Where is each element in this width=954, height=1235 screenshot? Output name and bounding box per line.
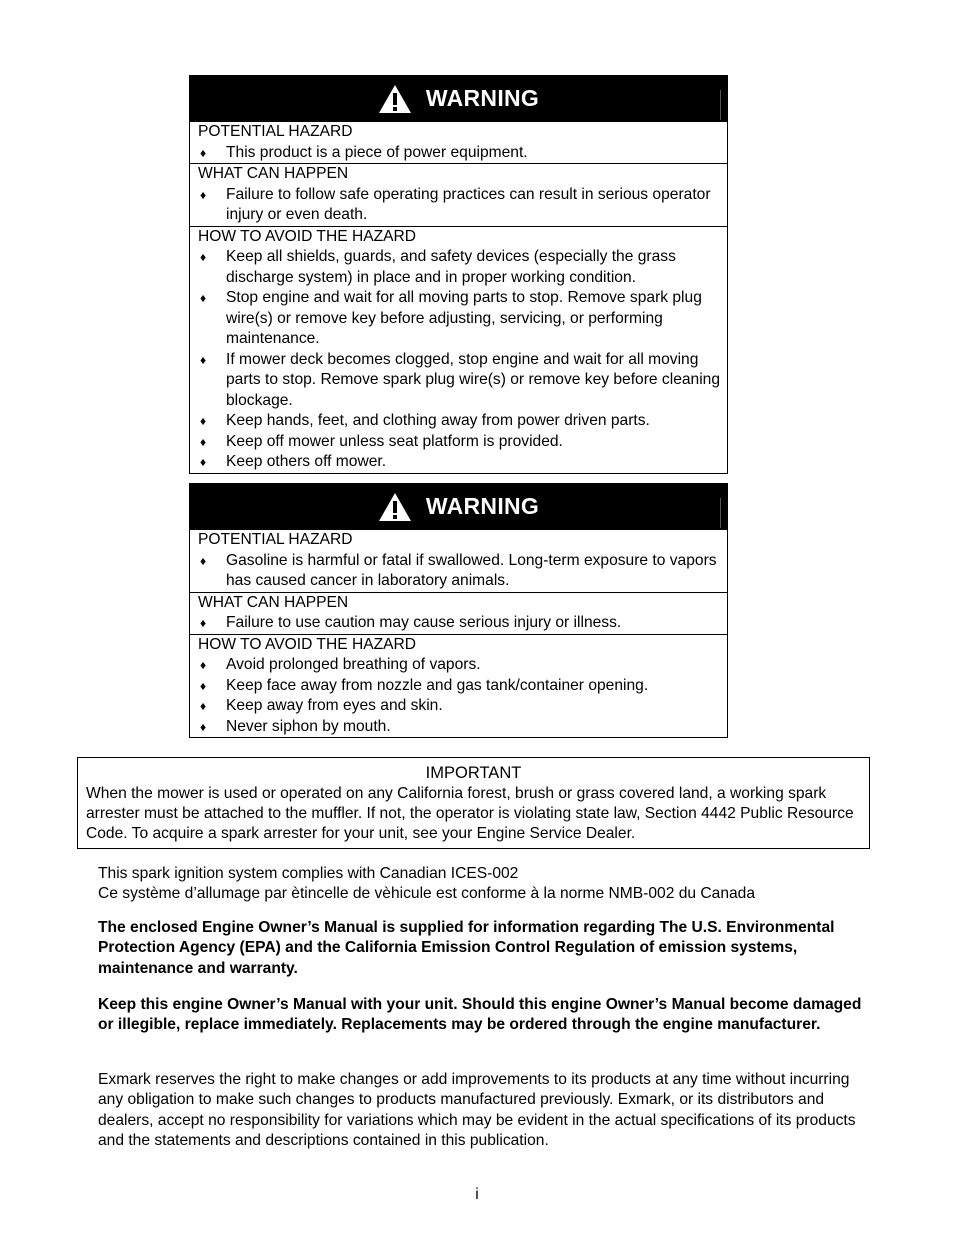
section-title: HOW TO AVOID THE HAZARD bbox=[198, 635, 417, 653]
how-to-avoid-section bbox=[190, 226, 727, 473]
bullet-text: Stop engine and wait for all moving parts to stop. Remove spark plug wire(s) or remove key before adjusting, servicing, or performing maintenance. bbox=[226, 289, 702, 347]
diamond-bullet-icon: ♦ bbox=[200, 455, 207, 469]
bullet-list bbox=[198, 247, 721, 473]
bullet-text: Keep all shields, guards, and safety devices (especially the grass discharge system) in place and in proper working condition. bbox=[226, 248, 676, 286]
potential-hazard-section bbox=[190, 121, 727, 163]
bullet-list bbox=[198, 551, 721, 592]
diamond-bullet-icon: ♦ bbox=[200, 352, 207, 367]
bullet-text: Never siphon by mouth. bbox=[226, 717, 391, 735]
bullet-text: This product is a piece of power equipment. bbox=[226, 143, 528, 161]
warning-box-gasoline bbox=[189, 483, 728, 738]
bullet-text: Keep face away from nozzle and gas tank/container opening. bbox=[226, 676, 649, 694]
important-notice-box bbox=[77, 757, 870, 849]
diamond-bullet-icon: ♦ bbox=[200, 187, 207, 202]
bullet-item bbox=[198, 143, 721, 164]
section-title: POTENTIAL HAZARD bbox=[198, 531, 353, 548]
bullet-text: Gasoline is harmful or fatal if swallowed. Long-term exposure to vapors has caused cancer in laboratory animals. bbox=[226, 551, 717, 589]
bullet-item bbox=[198, 411, 721, 432]
diamond-bullet-icon: ♦ bbox=[200, 145, 207, 160]
section-title: WHAT CAN HAPPEN bbox=[198, 165, 349, 182]
bullet-item bbox=[198, 696, 721, 717]
engine-manual-note: The enclosed Engine Owner’s Manual is supplied for information regarding The U.S. Environmental Protection Agency (EPA) and the California Emission Control Regulation of emission systems, maintenance and warranty. bbox=[98, 919, 835, 977]
bullet-text: Avoid prolonged breathing of vapors. bbox=[226, 656, 481, 673]
important-text: When the mower is used or operated on any California forest, brush or grass covered land, a working spark arrester must be attached to the muffler. If not, the operator is violating state law, Section 4442 Public Resource Code. To acquire a spark arrester for your unit, see your Engine Service Dealer. bbox=[86, 785, 854, 842]
what-can-happen-section bbox=[190, 592, 727, 634]
diamond-bullet-icon: ♦ bbox=[200, 250, 207, 264]
warning-title: WARNING bbox=[425, 493, 540, 519]
bullet-text: Keep off mower unless seat platform is provided. bbox=[226, 432, 563, 450]
bullet-item bbox=[198, 432, 721, 453]
section-title: HOW TO AVOID THE HAZARD bbox=[198, 227, 417, 245]
what-can-happen-section bbox=[190, 163, 727, 226]
page-number: i bbox=[475, 1186, 479, 1203]
diamond-bullet-icon: ♦ bbox=[200, 678, 207, 693]
bullet-item bbox=[198, 655, 721, 676]
compliance-statement bbox=[98, 864, 878, 905]
diamond-bullet-icon: ♦ bbox=[200, 658, 207, 672]
bullet-item bbox=[198, 185, 721, 226]
bullet-text: Failure to follow safe operating practices can result in serious operator injury or even death. bbox=[226, 185, 711, 223]
potential-hazard-section bbox=[190, 529, 727, 592]
important-title: IMPORTANT bbox=[425, 764, 522, 782]
diamond-bullet-icon: ♦ bbox=[200, 414, 207, 428]
diamond-bullet-icon: ♦ bbox=[200, 616, 207, 630]
disclaimer-paragraph: Exmark reserves the right to make changes or add improvements to its products at any time without incurring any obligation to make such changes to products manufactured previously. Exmark, or its distributors and dealers, accept no responsibility for variations which may be evident in the actual specifications of its products and the statements and descriptions contained in this publication. bbox=[98, 1071, 856, 1149]
diamond-bullet-icon: ♦ bbox=[200, 699, 207, 713]
warning-title: WARNING bbox=[425, 85, 540, 111]
how-to-avoid-section bbox=[190, 634, 727, 738]
warning-header bbox=[190, 484, 727, 529]
bullet-list bbox=[198, 143, 721, 164]
keep-manual-note: Keep this engine Owner’s Manual with your unit. Should this engine Owner’s Manual become damaged or illegible, replace immediately. Replacements may be ordered through the engine manufacturer. bbox=[98, 996, 862, 1034]
bullet-item bbox=[198, 676, 721, 697]
diamond-bullet-icon: ♦ bbox=[200, 434, 207, 449]
diamond-bullet-icon: ♦ bbox=[200, 553, 207, 568]
compliance-french: Ce système d’allumage par ètincelle de vèhicule est conforme à la norme NMB-002 du Canada bbox=[98, 885, 756, 903]
bullet-text: Failure to use caution may cause serious injury or illness. bbox=[226, 614, 622, 631]
bullet-item bbox=[198, 452, 721, 473]
bullet-item bbox=[198, 288, 721, 350]
bullet-item bbox=[198, 247, 721, 288]
section-title: POTENTIAL HAZARD bbox=[198, 123, 353, 140]
warning-box-power-equipment bbox=[189, 75, 728, 474]
bullet-item bbox=[198, 613, 721, 634]
diamond-bullet-icon: ♦ bbox=[200, 719, 207, 734]
bullet-list bbox=[198, 655, 721, 737]
bullet-item bbox=[198, 350, 721, 412]
warning-header bbox=[190, 76, 727, 121]
compliance-english: This spark ignition system complies with Canadian ICES-002 bbox=[98, 865, 519, 882]
bullet-text: If mower deck becomes clogged, stop engine and wait for all moving parts to stop. Remove spark plug wire(s) or remove key before cleaning blockage. bbox=[226, 350, 721, 409]
bullet-item bbox=[198, 717, 721, 738]
bullet-text: Keep others off mower. bbox=[226, 453, 387, 470]
bullet-list bbox=[198, 613, 721, 634]
warning-triangle-icon bbox=[378, 84, 412, 114]
section-title: WHAT CAN HAPPEN bbox=[198, 593, 349, 611]
bullet-text: Keep hands, feet, and clothing away from power driven parts. bbox=[226, 412, 650, 429]
warning-triangle-icon bbox=[378, 492, 412, 522]
diamond-bullet-icon: ♦ bbox=[200, 291, 207, 305]
bullet-item bbox=[198, 551, 721, 592]
bullet-text: Keep away from eyes and skin. bbox=[226, 697, 443, 714]
bullet-list bbox=[198, 185, 721, 226]
